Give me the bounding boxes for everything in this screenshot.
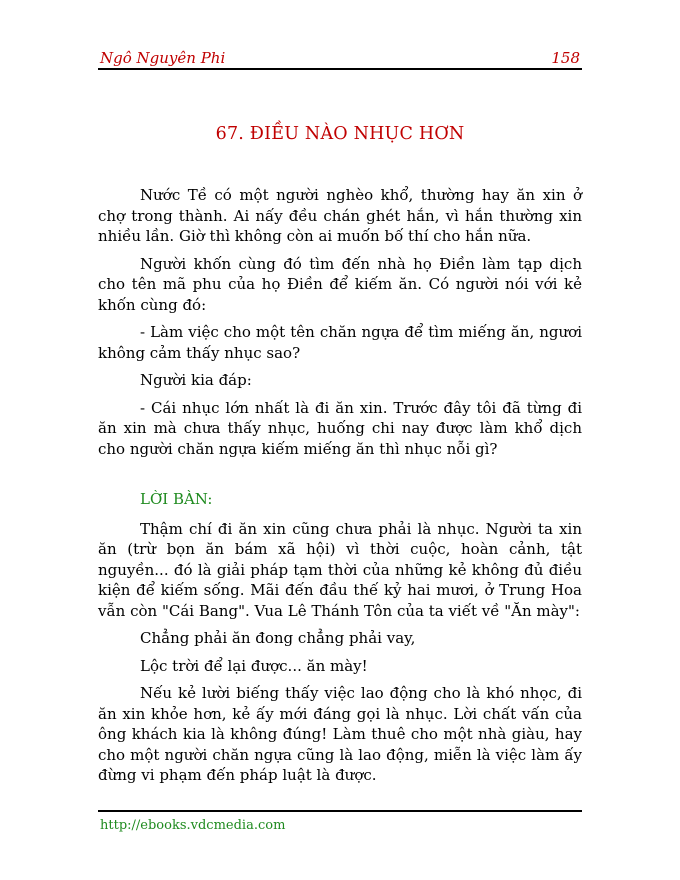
header-page-number: 158 (551, 49, 580, 67)
footer-url: http://ebooks.vdcmedia.com (100, 818, 286, 833)
page-header (98, 48, 582, 70)
poem-line: Lộc trời để lại được... ăn mày! (140, 656, 368, 675)
poem-line: Chẳng phải ăn đong chẳng phải vay, (140, 629, 416, 647)
story-paragraph: - Cái nhục lớn nhất là đi ăn xin. Trước đây tôi đã từng đi ăn xin mà chưa thấy nhục, huống chi nay được làm khổ dịch cho người chăn ngựa kiếm miếng ăn thì nhục nỗi gì? (98, 398, 582, 458)
commentary-paragraph: Nếu kẻ lười biếng thấy việc lao động cho là khó nhọc, đi ăn xin khỏe hơn, kẻ ấy mới đáng gọi là nhục. Lời chất vấn của ông khách kia là không đúng! Làm thuê cho một nhà giàu, hay cho một người chăn ngựa cũng là lao động, miễn là việc làm ấy đừng vi phạm đến pháp luật là được. (98, 684, 582, 784)
commentary-paragraph: Thậm chí đi ăn xin cũng chưa phải là nhục. Người ta xin ăn (trừ bọn ăn bám xã hội) vì thời cuộc, hoàn cảnh, tật nguyền... đó là giải pháp tạm thời của những kẻ không đủ điều kiện để kiếm sống. Mãi đến đầu thế kỷ hai mươi, ở Trung Hoa vẫn còn "Cái Bang". Vua Lê Thánh Tôn của ta viết về "Ăn mày": (98, 519, 582, 620)
commentary-label: LỜI BÀN: (140, 490, 213, 508)
story-paragraph: Người kia đáp: (140, 371, 252, 389)
footer-divider (98, 810, 582, 812)
page-body (98, 164, 582, 793)
story-paragraph: - Làm việc cho một tên chăn ngựa để tìm miếng ăn, ngươi không cảm thấy nhục sao? (98, 323, 582, 362)
story-paragraph: Nước Tề có một người nghèo khổ, thường hay ăn xin ở chợ trong thành. Ai nấy đều chán ghét hắn, vì hắn thường xin nhiều lần. Giờ thì không còn ai muốn bố thí cho hắn nữa. (98, 186, 582, 245)
header-author: Ngô Nguyên Phi (100, 49, 226, 67)
chapter-title: 67. ĐIỀU NÀO NHỤC HƠN (215, 124, 465, 144)
story-paragraph: Người khốn cùng đó tìm đến nhà họ Điền làm tạp dịch cho tên mã phu của họ Điền để kiếm ăn. Có người nói với kẻ khốn cùng đó: (98, 254, 582, 314)
